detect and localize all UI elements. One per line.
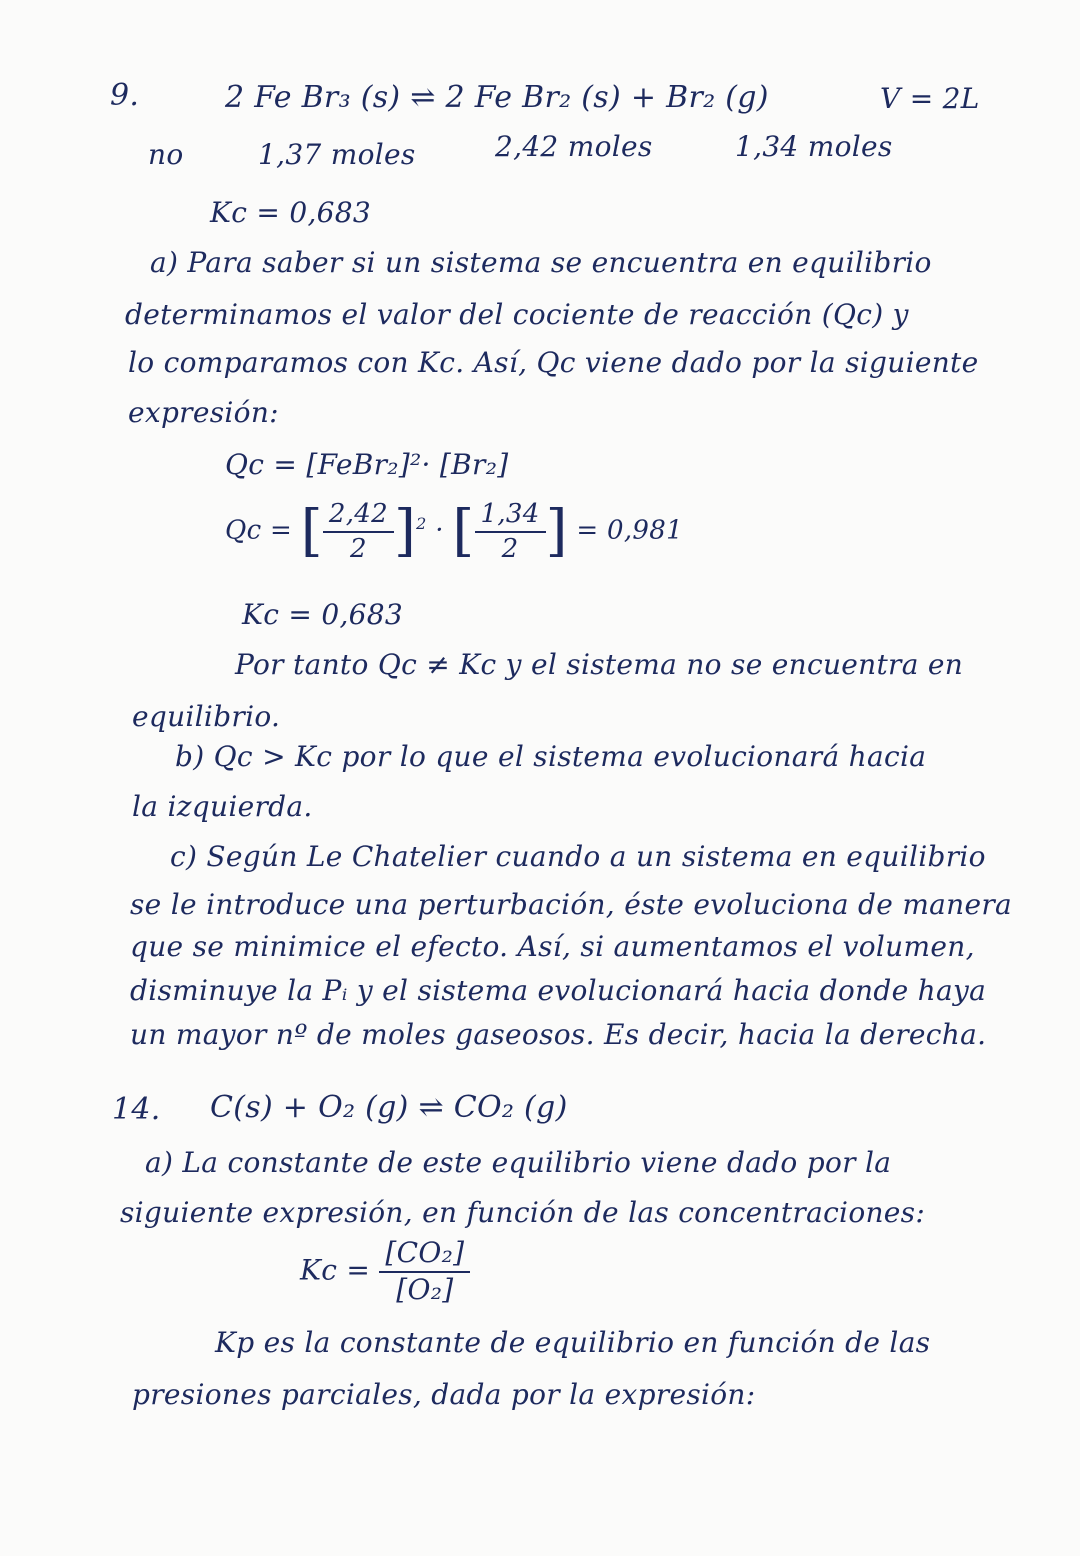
kc-denominator: [O₂] [396,1272,454,1306]
moles-febr2: 2,42 moles [495,130,653,163]
part-b-line-1: b) Qc > Kc por lo que el sistema evolucionará hacia [175,740,927,773]
part-c-line-1: c) Según Le Chatelier cuando a un sistema en equilibrio [170,840,986,873]
p14-part-a-line-1: a) La constante de este equilibrio viene dado por la [145,1146,892,1179]
qc-fraction-2 [475,500,546,563]
problem-9-number: 9. [110,78,140,113]
bracket-close-2: ] [545,498,568,564]
qc-denominator-2: 2 [501,533,519,564]
conclusion-line-1: Por tanto Qc ≠ Kc y el sistema no se encuentra en [235,648,964,681]
qc-numerator-1: 2,42 [323,500,394,533]
qc-denominator-1: 2 [350,533,367,564]
qc-calculation [225,500,683,563]
kp-line-2: presiones parciales, dada por la expresión: [132,1378,756,1411]
part-a-line-1: a) Para saber si un sistema se encuentra en equilibrio [150,246,932,279]
exponent-2: 2 [416,513,427,533]
moles-febr3: 1,37 moles [258,138,416,171]
part-c-line-4: disminuye la Pᵢ y el sistema evolucionará hacia donde haya [130,974,987,1007]
part-b-line-2: la izquierda. [132,790,313,823]
part-a-line-2: determinamos el valor del cociente de reacción (Qc) y [125,298,909,331]
bracket-open-1: [ [300,498,323,564]
kc-repeat: Kc = 0,683 [242,598,404,631]
kc-expression [300,1238,470,1306]
bracket-close-1: ] [393,498,417,564]
problem-9-reaction: 2 Fe Br₃ (s) ⇌ 2 Fe Br₂ (s) + Br₂ (g) [225,80,769,115]
p14-part-a-line-2: siguiente expresión, en función de las concentraciones: [120,1196,926,1229]
qc-expression-lhs: Qc = [225,448,298,481]
kp-line-1: Kp es la constante de equilibrio en función de las [215,1326,931,1359]
part-a-line-3: lo comparamos con Kc. Así, Qc viene dado por la siguiente [128,346,979,379]
qc-calc-lhs: Qc = [225,515,293,546]
qc-result: = 0,981 [576,515,683,546]
kc-expression-lhs: Kc = [300,1253,371,1287]
kc-fraction [379,1238,470,1306]
part-c-line-5: un mayor nº de moles gaseosos. Es decir, hacia la derecha. [130,1018,987,1051]
qc-expression-rhs: [FeBr₂]²· [Br₂] [306,448,509,481]
qc-fraction-1 [323,500,394,563]
problem-14-reaction: C(s) + O₂ (g) ⇌ CO₂ (g) [210,1090,568,1125]
qc-numerator-2: 1,34 [475,500,546,533]
kc-numerator: [CO₂] [379,1238,470,1273]
bracket-open-2: [ [452,498,475,564]
part-c-line-3: que se minimice el efecto. Así, si aumentamos el volumen, [130,930,975,963]
moles-br2: 1,34 moles [735,130,893,163]
moles-row-label: no [148,138,184,171]
kc-given: Kc = 0,683 [210,196,372,229]
problem-14-number: 14. [112,1092,161,1127]
conclusion-line-2: equilibrio. [132,700,281,733]
problem-9-volume: V = 2L [880,82,980,115]
part-a-line-4: expresión: [128,396,279,429]
qc-expression [225,448,508,481]
multiply-dot: · [435,515,444,546]
part-c-line-2: se le introduce una perturbación, éste evoluciona de manera [130,888,1013,921]
